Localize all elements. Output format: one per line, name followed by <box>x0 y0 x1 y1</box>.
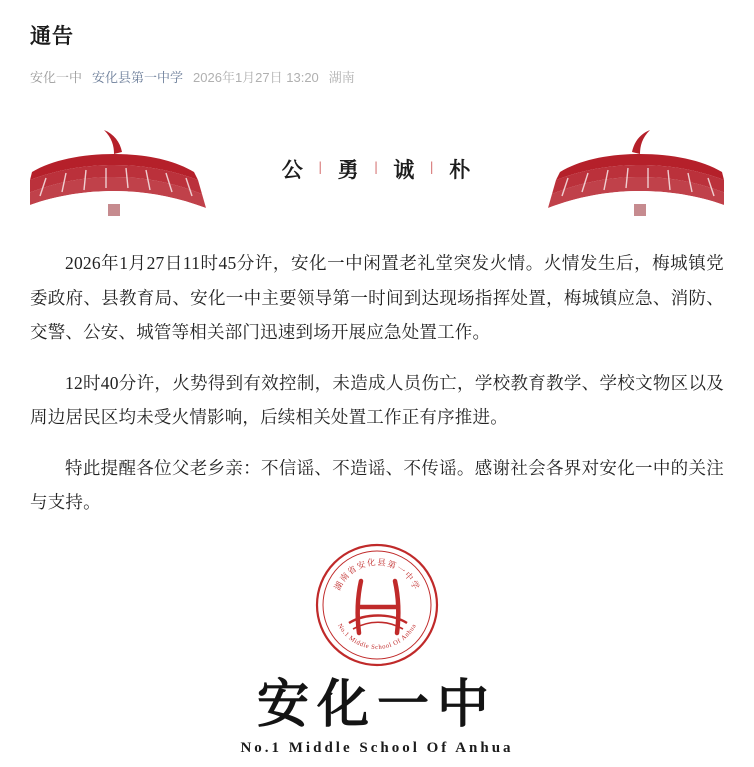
svg-text:No.1 Middle School Of Anhua: No.1 Middle School Of Anhua <box>336 622 418 652</box>
pavilion-roof-right-icon <box>542 120 724 216</box>
paragraph-3: 特此提醒各位父老乡亲：不信谣、不造谣、不传谣。感谢社会各界对安化一中的关注与支持。 <box>30 458 724 513</box>
meta-account-link[interactable]: 安化县第一中学 <box>92 70 184 86</box>
article-body <box>30 246 724 519</box>
paragraph-2: 12时40分许，火势得到有效控制，未造成人员伤亡，学校教育教学、学校文物区以及周边居民区均未受火情影响，后续相关处置工作正有序推进。 <box>30 372 724 427</box>
article-meta <box>30 67 724 86</box>
motto-char-4: 朴 <box>449 158 473 183</box>
meta-author: 安化一中 <box>30 70 83 86</box>
page-title: 通告 <box>30 25 74 48</box>
banner-motto-image <box>30 114 724 224</box>
motto-separator-2: | <box>374 160 380 176</box>
school-crest-icon <box>313 541 441 669</box>
pavilion-roof-left-icon <box>30 120 212 216</box>
meta-timestamp: 2026年1月27日 13:20 <box>193 70 319 86</box>
svg-text:湖南省安化县第一中学: 湖南省安化县第一中学 <box>332 557 422 593</box>
school-name-en: No.1 Middle School Of Anhua <box>240 739 514 756</box>
motto-char-1: 公 <box>281 158 305 183</box>
motto-separator-3: | <box>430 160 436 176</box>
meta-location: 湖南 <box>328 70 355 86</box>
motto-separator-1: | <box>318 160 324 176</box>
school-signature <box>30 541 724 757</box>
school-name-cn: 安化一中 <box>256 677 497 735</box>
motto-char-2: 勇 <box>337 158 361 183</box>
paragraph-1: 2026年1月27日11时45分许，安化一中闲置老礼堂突发火情。火情发生后，梅城镇党委政府、县教育局、安化一中主要领导第一时间到达现场指挥处置，梅城镇应急、消防、交警、公安、城管等相关部门迅速到场开展应急处置工作。 <box>30 253 724 342</box>
motto-text <box>282 154 472 184</box>
motto-char-3: 诚 <box>393 158 417 183</box>
